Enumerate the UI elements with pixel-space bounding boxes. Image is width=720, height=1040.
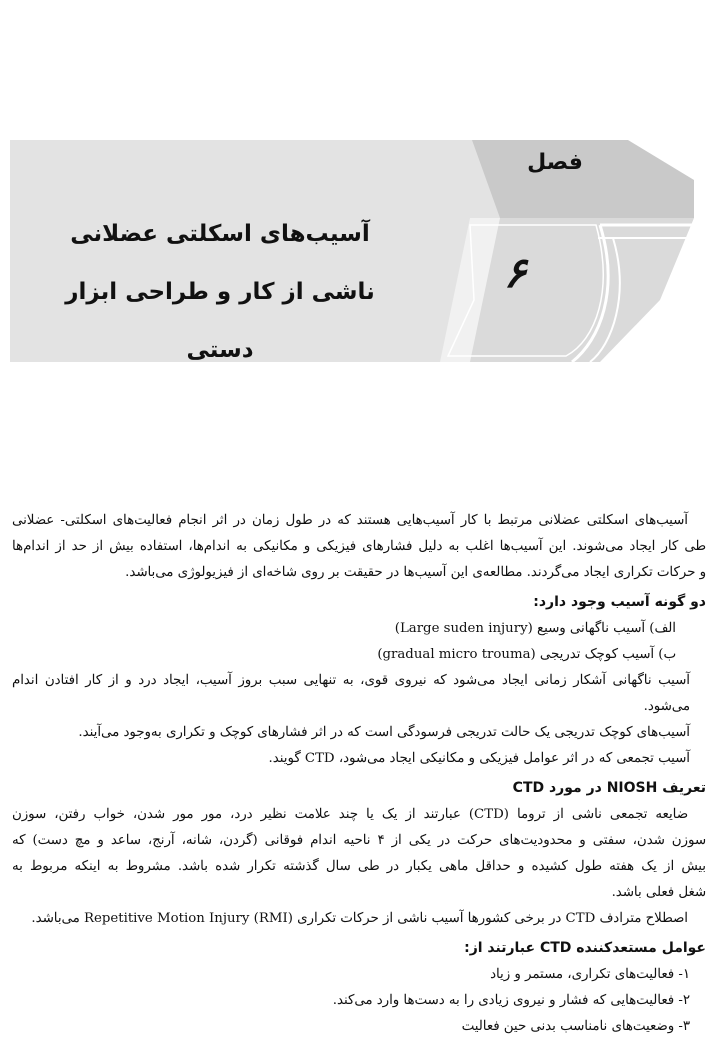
intro-line-2: طی کار ایجاد می‌شوند. این آسیب‌ها اغلب به دلیل فشارهای فیزیکی و مکانیکی به اندام‌ها، استفاده بیش از حد از اندام‌ها — [12, 539, 706, 554]
injury-types-heading: دو گونه آسیب وجود دارد: — [533, 594, 706, 610]
niosh-paragraph — [12, 802, 706, 932]
injury-types-line-3: آسیب تجمعی که در اثر عوامل فیزیکی و مکانیکی ایجاد می‌شود، CTD گویند. — [268, 751, 690, 766]
chapter-number: ۶ — [503, 248, 527, 297]
chapter-banner — [0, 0, 720, 380]
niosh-heading: تعریف NIOSH در مورد CTD — [512, 780, 706, 796]
injury-types-line-2: آسیب‌های کوچک تدریجی یک حالت تدریجی فرسودگی است که در اثر فشارهای کوچک و تکراری به‌وجود می‌آیند. — [78, 725, 690, 740]
intro-line-3: و حرکات تکراری ایجاد می‌گردند. مطالعه‌ی این آسیب‌ها در حقیقت بر روی شاخه‌ای از فیزیولوژی می‌باشد. — [125, 565, 706, 580]
factor-item: ۲- فعالیت‌هایی که فشار و نیروی زیادی را به دست‌ها وارد می‌کند. — [332, 993, 690, 1008]
intro-line-1: آسیب‌های اسکلتی عضلانی مرتبط با کار آسیب‌هایی هستند که در طول زمان در اثر انجام فعالیت‌های اسکلتی- عضلانی — [12, 513, 688, 528]
niosh-line-5: اصطلاح مترادف CTD در برخی کشورها آسیب ناشی از حرکات تکراری (Repetitive Motion Injury (RMI می‌باشد. — [31, 911, 688, 926]
factor-item: ۳- وضعیت‌های نامناسب بدنی حین فعالیت — [461, 1019, 690, 1034]
chapter-title-line-1: آسیب‌های اسکلتی عضلانی — [70, 221, 370, 247]
niosh-line-3: بیش از یک هفته طول کشیده و حداقل ماهی یکبار در طی سال گذشته تکرار شده باشد. مشروط به اینکه مربوط به — [12, 859, 706, 874]
factor-item: ۱- فعالیت‌های تکراری، مستمر و زیاد — [490, 967, 690, 982]
niosh-line-4: شغل فعلی باشد. — [611, 885, 706, 900]
factors-heading: عوامل مستعدکننده CTD عبارتند از: — [464, 940, 706, 956]
niosh-line-1: ضایعه تجمعی ناشی از تروما (CTD) عبارتند از یک یا چند علامت نظیر درد، مور مور شدن، خواب رفتن، سوزن — [12, 807, 688, 822]
chapter-label: فصل — [527, 150, 583, 175]
factors-list — [12, 962, 706, 1040]
chapter-title — [40, 205, 400, 379]
chapter-title-line-2: ناشی از کار و طراحی ابزار دستی — [65, 279, 375, 363]
intro-paragraph — [12, 508, 706, 586]
injury-type-b: ب) آسیب کوچک تدریجی (gradual micro trouma) — [377, 647, 676, 662]
page-body — [12, 508, 706, 1040]
injury-types-line-1: آسیب ناگهانی آشکار زمانی ایجاد می‌شود که نیروی قوی، به تنهایی سبب بروز آسیب، ایجاد درد و از کار افتادن اندام می‌شود. — [12, 673, 690, 714]
injury-type-a: الف) آسیب ناگهانی وسیع (Large suden injury) — [394, 621, 676, 636]
niosh-line-2: سوزن شدن، سفتی و محدودیت‌های حرکت در یکی از ۴ ناحیه اندام فوقانی (گردن، شانه، آرنج، ساعد و مچ دست) که — [12, 833, 706, 848]
